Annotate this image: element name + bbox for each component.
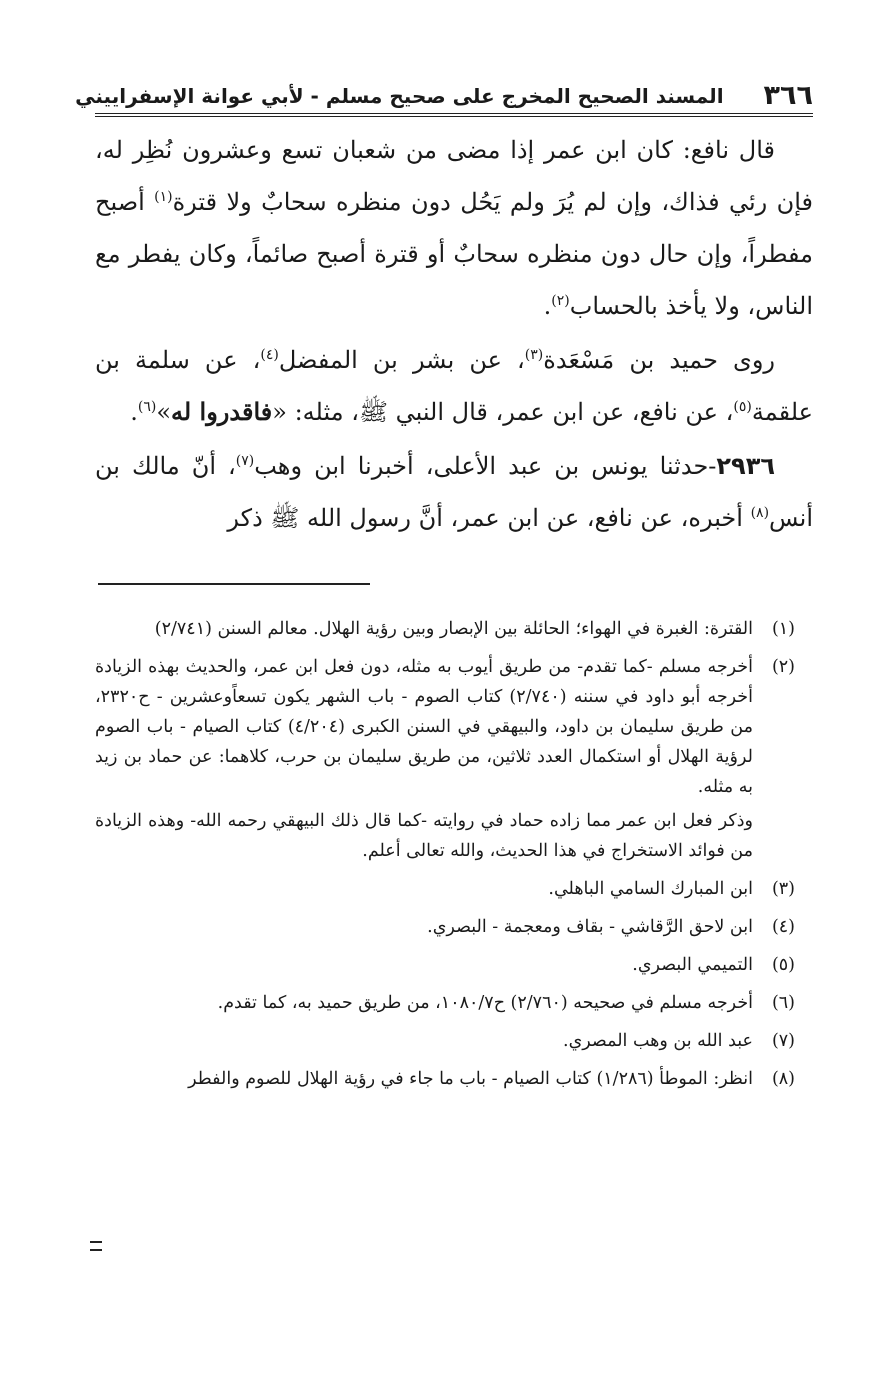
footnote-text: أخرجه مسلم -كما تقدم- من طريق أيوب به مثله، دون فعل ابن عمر، والحديث بهذه الزيادة أخرجه أبو داود في سننه (٢/٧٤٠) كتاب الصوم - باب الشهر يكون تسعاًوعشرين - ح٢٣٢٠، من طريق سليمان بن داود، والبيهقي في السنن الكبرى (٤/٢٠٤) كتاب الصيام - باب الصوم لرؤية الهلال أو استكمال العدد ثلاثين، من طريق سليمان بن حرب، كلاهما: عن حماد بن زيد به مثله. <box>95 657 753 797</box>
footnote-text: ابن لاحق الرَّقاشي - بقاف ومعجمة - البصري. <box>427 917 753 937</box>
paragraph-hadith-2936: ٢٩٣٦-حدثنا يونس بن عبد الأعلى، أخبرنا ابن وهب$^{(٧)}$، أنّ مالك بن أنس$^{(٨)}$ أخبره، عن نافع، عن ابن عمر، أنَّ رسول الله ﷺ ذكر <box>95 452 813 532</box>
footnote-number: (٧) <box>771 1031 795 1051</box>
footnote-number: (١) <box>771 619 795 639</box>
main-text <box>95 124 813 544</box>
hadith-number: ٢٩٣٦ <box>716 452 775 480</box>
bold-quote: فاقدروا له <box>171 397 273 426</box>
footnote-number: (٤) <box>771 917 795 937</box>
page-header <box>75 72 813 112</box>
footnote-3 <box>95 874 795 904</box>
footnote-ref-8: (٨) <box>750 505 770 521</box>
header-divider <box>95 113 813 117</box>
footnote-ref-2: (٢) <box>551 293 570 309</box>
footnote-text: القترة: الغبرة في الهواء؛ الحائلة بين الإبصار وبين رؤية الهلال. معالم السنن (٢/٧٤١) <box>154 619 753 639</box>
footnote-7 <box>95 1026 795 1056</box>
footnote-ref-5: (٥) <box>733 399 752 415</box>
footnote-ref-1: (١) <box>154 189 173 205</box>
footnote-number: (٨) <box>771 1069 795 1089</box>
footnote-ref-7: (٧) <box>235 453 255 469</box>
footnote-number: (٥) <box>771 955 795 975</box>
page-number: ٣٦٦ <box>763 80 813 111</box>
footnote-5 <box>95 950 795 980</box>
footnote-2 <box>95 652 795 866</box>
continuation-mark <box>90 1241 102 1251</box>
footnote-ref-4: (٤) <box>260 347 279 363</box>
footnote-1 <box>95 614 795 644</box>
footnote-text: ابن المبارك السامي الباهلي. <box>548 879 753 899</box>
footnote-6 <box>95 988 795 1018</box>
footnote-divider <box>98 583 370 585</box>
footnote-8 <box>95 1064 795 1094</box>
footnote-number: (٦) <box>771 993 795 1013</box>
footnote-text: وذكر فعل ابن عمر مما زاده حماد في روايته -كما قال ذلك البيهقي رحمه الله- وهذه الزيادة من فوائد الاستخراج في هذا الحديث، والله تعالى أعلم. <box>95 811 753 861</box>
footnote-ref-3: (٣) <box>524 347 544 363</box>
footnote-number: (٣) <box>771 879 795 899</box>
paragraph-humayd: روى حميد بن مَسْعَدة$^{(٣)}$، عن بشر بن المفضل$^{(٤)}$، عن سلمة بن علقمة$^{(٥)}$، عن نافع، عن ابن عمر، قال النبي ﷺ، مثله: «فاقدروا له»$^{(٦)}$. <box>95 346 813 426</box>
footnote-text: عبد الله بن وهب المصري. <box>563 1031 753 1051</box>
footnote-text: التميمي البصري. <box>632 955 753 975</box>
running-title: المسند الصحيح المخرج على صحيح مسلم - لأبي عوانة الإسفراييني <box>75 84 724 108</box>
footnote-text: انظر: الموطأ (١/٢٨٦) كتاب الصيام - باب ما جاء في رؤية الهلال للصوم والفطر <box>188 1069 753 1089</box>
footnote-text: أخرجه مسلم في صحيحه (٢/٧٦٠) ح١٠٨٠/٧، من طريق حميد به، كما تقدم. <box>217 993 753 1013</box>
footnotes <box>95 614 795 1102</box>
footnote-number: (٢) <box>771 657 795 677</box>
footnote-ref-6: (٦) <box>137 399 157 415</box>
paragraph-nafi: قال نافع: كان ابن عمر إذا مضى من شعبان تسع وعشرون نُظِر له، فإن رئي فذاك، وإن لم يُرَ ولم يَحُل دون منظره سحابٌ ولا قترة$^{(١)}$ أصبح مفطراً، وإن حال دون منظره سحابٌ أو قترة أصبح صائماً، وكان يفطر مع الناس، ولا يأخذ بالحساب$^{(٢)}$. <box>95 136 813 320</box>
footnote-4 <box>95 912 795 942</box>
